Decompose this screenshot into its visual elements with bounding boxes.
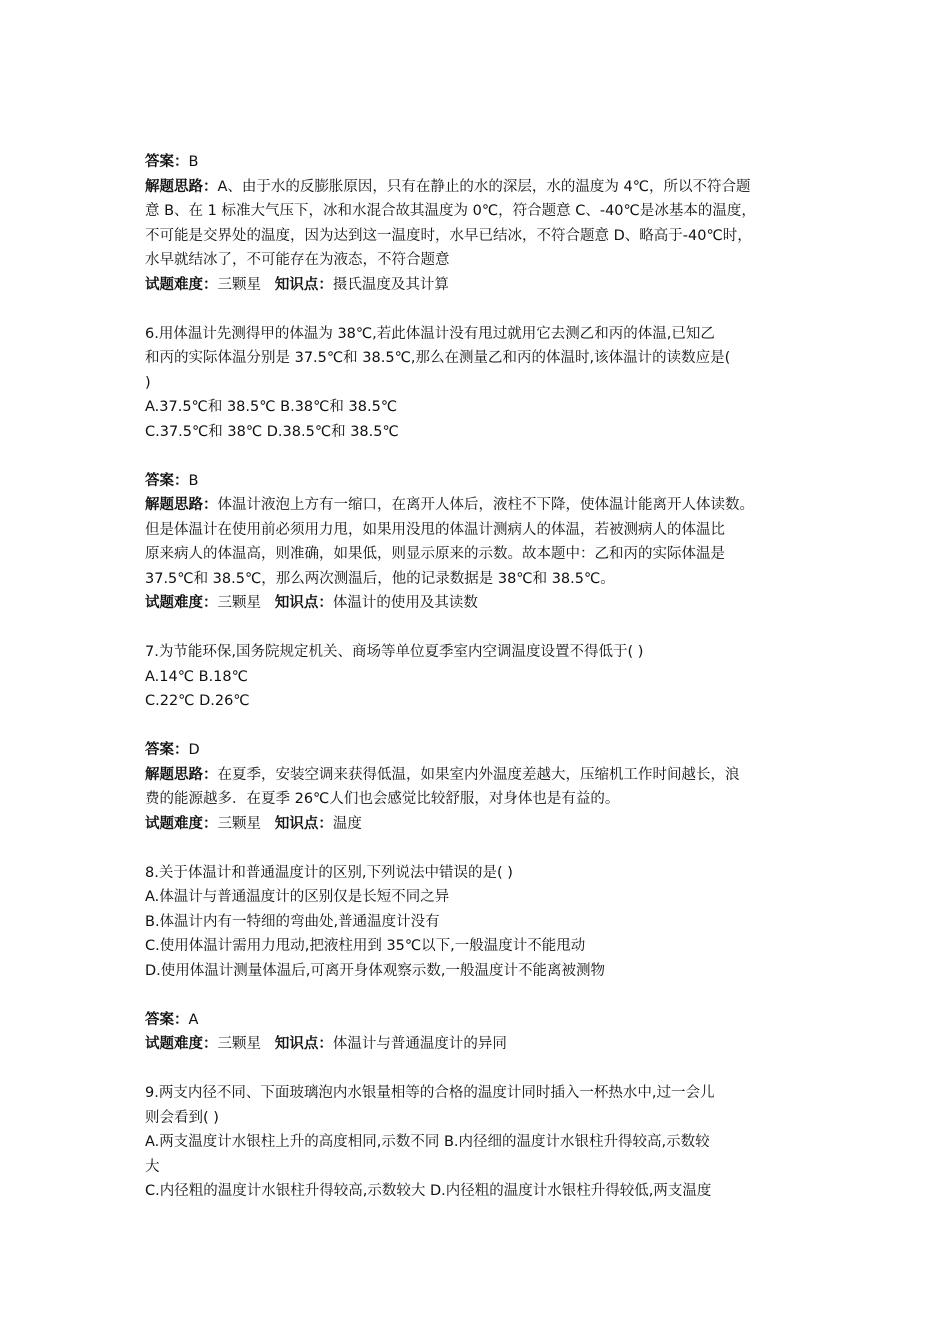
analysis-text: 在夏季，安装空调来获得低温，如果室内外温度差越大，压缩机工作时间越长，浪 <box>217 766 740 783</box>
analysis-line: 原来病人的体温高，则准确，如果低，则显示原来的示数。故本题中：乙和丙的实际体温是 <box>145 546 725 562</box>
answer-line <box>145 150 810 175</box>
answer-label: 答案： <box>145 154 189 170</box>
analysis-label: 解题思路： <box>145 497 218 513</box>
answer-line <box>145 738 810 763</box>
analysis-label: 解题思路： <box>145 178 218 195</box>
question-stem: 则会看到( ) <box>145 1109 219 1126</box>
question-options: C.37.5℃和 38℃ D.38.5℃和 38.5℃ <box>145 423 399 440</box>
difficulty-label: 试题难度： <box>145 595 218 611</box>
spacer <box>145 444 810 469</box>
question-options: C.22℃ D.26℃ <box>145 693 250 709</box>
spacer <box>145 616 810 641</box>
answer-label: 答案： <box>145 472 189 489</box>
meta-line <box>145 273 810 298</box>
analysis-line: 费的能源越多．在夏季 26℃人们也会感觉比较舒服，对身体也是有益的。 <box>145 791 620 807</box>
difficulty-label: 试题难度： <box>145 276 218 293</box>
analysis-text: 体温计液泡上方有一缩口，在离开人体后，液柱不下降，使体温计能离开人体读数。 <box>217 497 754 513</box>
question-stem: 6.用体温计先测得甲的体温为 38℃,若此体温计没有甩过就用它去测乙和丙的体温,已知乙 <box>145 325 715 342</box>
difficulty-value: 三颗星 <box>217 1036 261 1052</box>
knowledge-value: 温度 <box>332 815 362 832</box>
spacer <box>145 714 810 739</box>
answer-value: A <box>188 1011 199 1028</box>
question-stem: 8.关于体温计和普通温度计的区别,下列说法中错误的是( ) <box>145 864 513 881</box>
knowledge-value: 体温计与普通温度计的异同 <box>332 1036 507 1052</box>
question-options: C.使用体温计需用力甩动,把液柱用到 35℃以下,一般温度计不能甩动 <box>145 938 586 954</box>
spacer <box>145 297 810 322</box>
analysis-label: 解题思路： <box>145 766 218 783</box>
analysis-line: 不可能是交界处的温度，因为达到这一温度时，水早已结冰，不符合题意 D、略高于-40℃时， <box>145 227 752 244</box>
analysis-line: 水早就结冰了，不可能存在为液态，不符合题意 <box>145 252 450 268</box>
meta-line <box>145 1032 810 1057</box>
question-options: A.两支温度计水银柱上升的高度相同,示数不同 B.内径细的温度计水银柱升得较高,示数较 <box>145 1134 710 1150</box>
knowledge-value: 体温计的使用及其读数 <box>332 595 478 611</box>
analysis-line: 37.5℃和 38.5℃，那么两次测温后，他的记录数据是 38℃和 38.5℃。 <box>145 570 615 587</box>
difficulty-value: 三颗星 <box>217 595 261 611</box>
difficulty-value: 三颗星 <box>217 815 261 832</box>
meta-line <box>145 591 810 616</box>
difficulty-label: 试题难度： <box>145 815 218 832</box>
answer-line <box>145 469 810 494</box>
answer-value: B <box>188 154 199 170</box>
difficulty-value: 三颗星 <box>217 276 261 293</box>
spacer <box>145 836 810 861</box>
spacer <box>145 983 810 1008</box>
knowledge-value: 摄氏温度及其计算 <box>332 276 449 293</box>
knowledge-label: 知识点： <box>274 276 333 293</box>
question-stem: 和丙的实际体温分别是 37.5℃和 38.5℃,那么在测量乙和丙的体温时,该体温计的读数应是( <box>145 350 731 366</box>
question-options: D.使用体温计测量体温后,可离开身体观察示数,一般温度计不能离被测物 <box>145 962 605 979</box>
knowledge-label: 知识点： <box>274 1036 333 1052</box>
meta-line <box>145 812 810 837</box>
question-options: 大 <box>145 1158 160 1175</box>
analysis-line <box>145 493 810 518</box>
question-options: A.体温计与普通温度计的区别仅是长短不同之异 <box>145 889 450 905</box>
knowledge-label: 知识点： <box>274 595 333 611</box>
answer-value: D <box>188 742 200 758</box>
difficulty-label: 试题难度： <box>145 1036 218 1052</box>
analysis-line <box>145 175 810 200</box>
analysis-line: 但是体温计在使用前必须用力甩，如果用没甩的体温计测病人的体温，若被测病人的体温比 <box>145 521 725 538</box>
analysis-text: A、由于水的反膨胀原因，只有在静止的水的深层，水的温度为 4℃，所以不符合题 <box>217 178 751 195</box>
analysis-line <box>145 763 810 788</box>
question-options: C.内径粗的温度计水银柱升得较高,示数较大 D.内径粗的温度计水银柱升得较低,两支温度 <box>145 1183 712 1199</box>
answer-value: B <box>188 472 199 489</box>
spacer <box>145 1057 810 1082</box>
answer-label: 答案： <box>145 742 189 758</box>
knowledge-label: 知识点： <box>274 815 333 832</box>
question-stem: ) <box>145 374 151 391</box>
question-options: B.体温计内有一特细的弯曲处,普通温度计没有 <box>145 913 440 930</box>
question-stem: 9.两支内径不同、下面玻璃泡内水银量相等的合格的温度计同时插入一杯热水中,过一会儿 <box>145 1085 715 1101</box>
question-options: A.14℃ B.18℃ <box>145 668 248 685</box>
answer-line <box>145 1008 810 1033</box>
analysis-line: 意 B、在 1 标准大气压下，冰和水混合故其温度为 0℃，符合题意 C、-40℃是冰基本的温度， <box>145 203 756 219</box>
answer-label: 答案： <box>145 1011 189 1028</box>
document-page <box>145 150 810 1204</box>
question-options: A.37.5℃和 38.5℃ B.38℃和 38.5℃ <box>145 399 398 415</box>
question-stem: 7.为节能环保,国务院规定机关、商场等单位夏季室内空调温度设置不得低于( ) <box>145 644 644 660</box>
